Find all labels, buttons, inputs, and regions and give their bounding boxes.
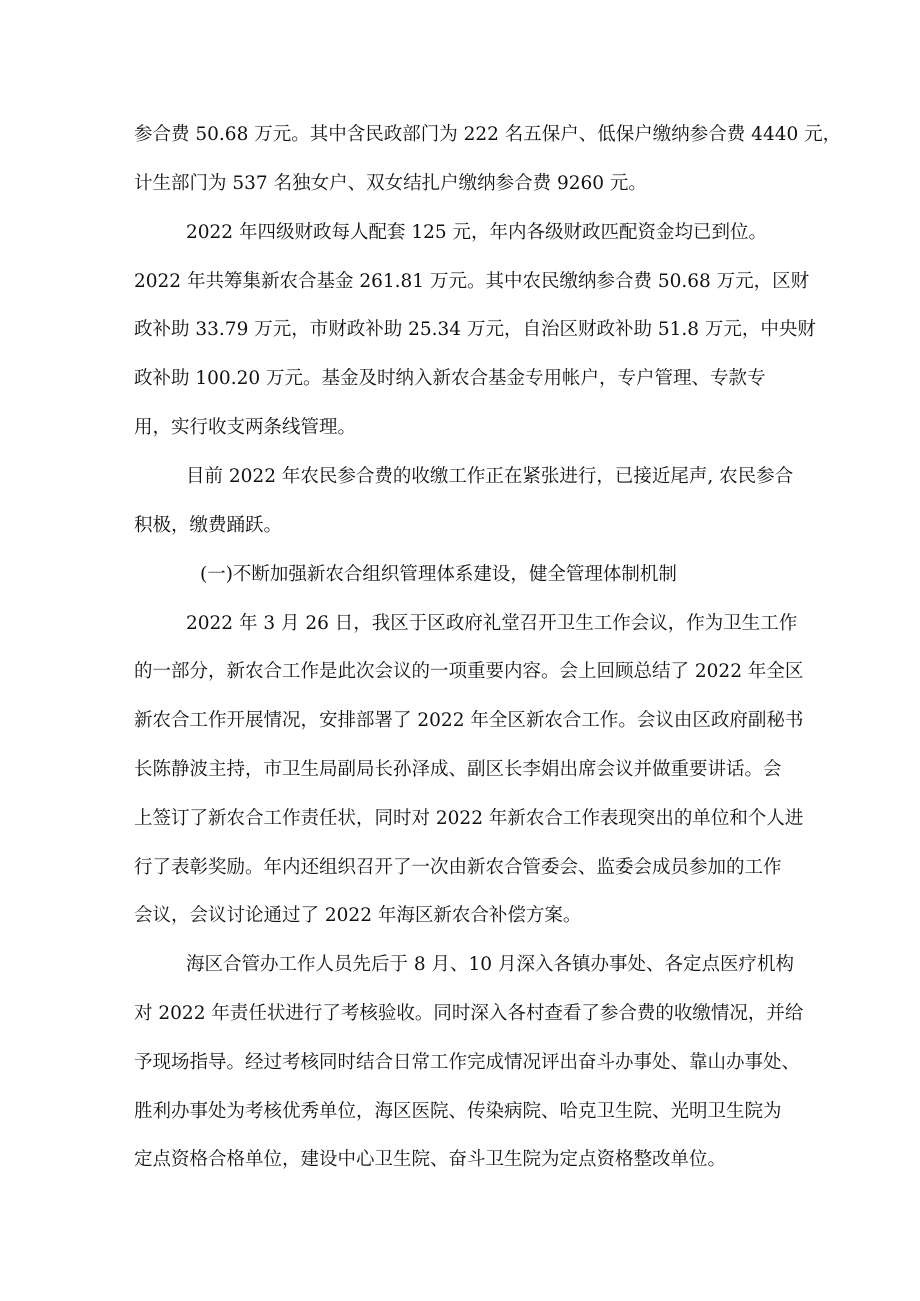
text-line: 海区合管办工作人员先后于 8 月、10 月深入各镇办事处、各定点医疗机构 [186, 954, 794, 975]
text-line: 2022 年共筹集新农合基金 261.81 万元。其中农民缴纳参合费 50.68 万元，区财 [134, 271, 810, 292]
text-line: 上签订了新农合工作责任状，同时对 2022 年新农合工作表现突出的单位和个人进 [134, 808, 804, 829]
text-line: 对 2022 年责任状进行了考核验收。同时深入各村查看了参合费的收缴情况，并给 [134, 1003, 804, 1024]
text-line: 定点资格合格单位，建设中心卫生院、奋斗卫生院为定点资格整改单位。 [134, 1149, 727, 1170]
text-line: 计生部门为 537 名独女户、双女结扎户缴纳参合费 9260 元。 [134, 173, 647, 194]
text-line: 行了表彰奖励。年内还组织召开了一次由新农合管委会、监委会成员参加的工作 [134, 857, 782, 878]
text-line: 新农合工作开展情况，安排部署了 2022 年全区新农合工作。会议由区政府副秘书 [134, 710, 804, 731]
text-line: 长陈静波主持，市卫生局副局长孙泽成、副区长李娟出席会议并做重要讲话。会 [134, 759, 782, 780]
text-line: 用，实行收支两条线管理。 [134, 417, 357, 438]
text-line: 积极，缴费踊跃。 [134, 515, 283, 536]
text-line: 的一部分，新农合工作是此次会议的一项重要内容。会上回顾总结了 2022 年全区 [134, 661, 804, 682]
text-line: 予现场指导。经过考核同时结合日常工作完成情况评出奋斗办事处、靠山办事处、 [134, 1052, 801, 1073]
text-line: 胜利办事处为考核优秀单位，海区医院、传染病院、哈克卫生院、光明卫生院为 [134, 1101, 782, 1122]
text-line: 参合费 50.68 万元。其中含民政部门为 222 名五保户、低保户缴纳参合费 4440 元， [134, 124, 842, 145]
text-line: 会议，会议讨论通过了 2022 年海区新农合补偿方案。 [134, 905, 582, 926]
text-line: 政补助 100.20 万元。基金及时纳入新农合基金专用帐户，专户管理、专款专 [134, 368, 766, 389]
text-line: 目前 2022 年农民参合费的收缴工作正在紧张进行，已接近尾声, 农民参合 [186, 466, 794, 487]
section-heading: (一)不断加强新农合组织管理体系建设，健全管理体制机制 [200, 564, 677, 585]
text-line: 政补助 33.79 万元，市财政补助 25.34 万元，自治区财政补助 51.8 万元，中央财 [134, 319, 816, 340]
text-line: 2022 年四级财政每人配套 125 元，年内各级财政匹配资金均已到位。 [186, 222, 768, 243]
text-line: 2022 年 3 月 26 日，我区于区政府礼堂召开卫生工作会议，作为卫生工作 [186, 613, 798, 634]
